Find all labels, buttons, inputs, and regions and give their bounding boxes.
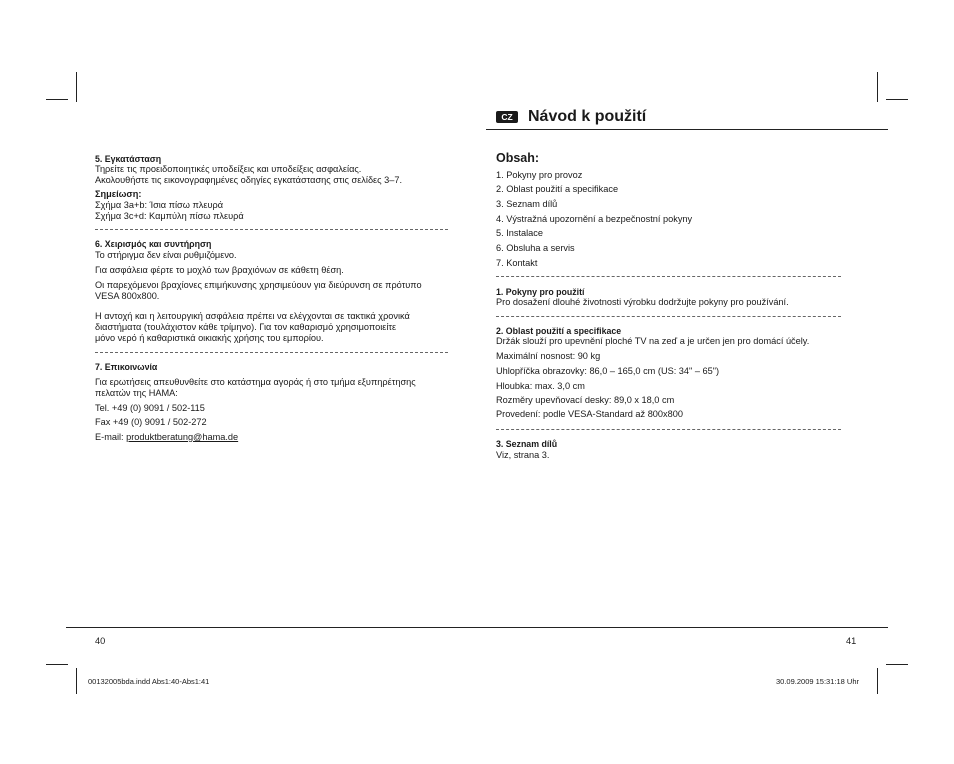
handling-heading: 6. Χειρισμός και συντήρηση [95, 239, 212, 249]
toc-item: 3. Seznam dílů [496, 199, 558, 209]
toc-item: 1. Pokyny pro provoz [496, 170, 583, 180]
section2-heading: 2. Oblast použití a specifikace [496, 326, 622, 336]
contact-email-label: E-mail: [95, 432, 127, 442]
spec-item: Uhlopříčka obrazovky: 86,0 – 165,0 cm (US: 34" – 65") [496, 366, 720, 376]
section-divider [95, 229, 448, 230]
contact-text-1: Για ερωτήσεις απευθυνθείτε στο κατάστημα αγοράς ή στο τμήμα εξυπηρέτησης [95, 377, 416, 387]
installation-heading: 5. Εγκατάσταση [95, 154, 162, 164]
installation-text-2: Ακολουθήστε τις εικονογραφημένες οδηγίες εγκατάστασης στις σελίδες 3–7. [95, 175, 403, 185]
contact-email-row [95, 431, 238, 443]
toc-item: 6. Obsluha a servis [496, 243, 575, 253]
section3-text: Viz, strana 3. [496, 450, 550, 460]
handling-text-6: διαστήματα (τουλάχιστον κάθε τρίμηνο). Για τον καθαρισμό χρησιμοποιείτε [95, 322, 397, 332]
installation-note-1: Σχήμα 3a+b: Ίσια πίσω πλευρά [95, 200, 224, 210]
contact-heading: 7. Επικοινωνία [95, 362, 158, 372]
section3-heading: 3. Seznam dílů [496, 439, 558, 449]
toc-item: 7. Kontakt [496, 258, 538, 268]
page-title: Návod k použití [528, 108, 647, 125]
crop-mark [76, 72, 77, 102]
spec-item: Hloubka: max. 3,0 cm [496, 381, 585, 391]
page-number-left: 40 [95, 636, 106, 646]
toc-item: 4. Výstražná upozornění a bezpečnostní pokyny [496, 214, 693, 224]
crop-mark [76, 668, 77, 694]
footer-rule [66, 627, 888, 628]
toc-item: 5. Instalace [496, 228, 543, 238]
contact-text-2: πελατών της HAMA: [95, 388, 178, 398]
toc-item: 2. Oblast použití a specifikace [496, 184, 619, 194]
spec-item: Rozměry upevňovací desky: 89,0 x 18,0 cm [496, 395, 675, 405]
handling-text-3: Οι παρεχόμενοι βραχίονες επιμήκυνσης χρησιμεύουν για διεύρυνση σε πρότυπο [95, 280, 422, 290]
crop-mark [877, 668, 878, 694]
section1-heading: 1. Pokyny pro použití [496, 287, 585, 297]
toc-heading: Obsah: [496, 151, 540, 165]
header-rule [486, 129, 888, 130]
crop-mark [877, 72, 878, 102]
spec-item: Maximální nosnost: 90 kg [496, 351, 601, 361]
footer-timestamp: 30.09.2009 15:31:18 Uhr [776, 677, 859, 686]
section1-text: Pro dosažení dlouhé životnosti výrobku dodržujte pokyny pro používání. [496, 297, 789, 307]
page-number-right: 41 [846, 636, 857, 646]
crop-mark [886, 664, 908, 665]
handling-text-1: Το στήριγμα δεν είναι ρυθμιζόμενο. [95, 250, 237, 260]
handling-text-5: Η αντοχή και η λειτουργική ασφάλεια πρέπει να ελέγχονται σε τακτικά χρονικά [95, 311, 410, 321]
footer-file-info: 00132005bda.indd Abs1:40-Abs1:41 [88, 677, 210, 686]
section-divider [496, 429, 841, 430]
section2-text: Držák slouží pro upevnění ploché TV na zeď a je určen jen pro domácí účely. [496, 336, 810, 346]
crop-mark [46, 664, 68, 665]
contact-tel: Tel. +49 (0) 9091 / 502-115 [95, 403, 205, 413]
handling-text-7: μόνο νερό ή καθαριστικά οικιακής χρήσης του εμπορίου. [95, 333, 324, 343]
crop-mark [46, 99, 68, 100]
section-divider [496, 276, 841, 277]
language-badge: CZ [496, 111, 518, 123]
installation-text-1: Τηρείτε τις προειδοποιητικές υποδείξεις και υποδείξεις ασφαλείας. [95, 164, 362, 174]
handling-text-2: Για ασφάλεια φέρτε το μοχλό των βραχιόνων σε κάθετη θέση. [95, 265, 344, 275]
installation-note-heading: Σημείωση: [95, 189, 142, 199]
handling-text-4: VESA 800x800. [95, 291, 160, 301]
crop-mark [886, 99, 908, 100]
section-divider [496, 316, 841, 317]
spec-item: Provedení: podle VESA-Standard až 800x800 [496, 409, 683, 419]
contact-email-link[interactable]: produktberatung@hama.de [126, 432, 239, 442]
contact-fax: Fax +49 (0) 9091 / 502-272 [95, 417, 207, 427]
installation-note-2: Σχήμα 3c+d: Καμπύλη πίσω πλευρά [95, 211, 244, 221]
section-divider [95, 352, 448, 353]
